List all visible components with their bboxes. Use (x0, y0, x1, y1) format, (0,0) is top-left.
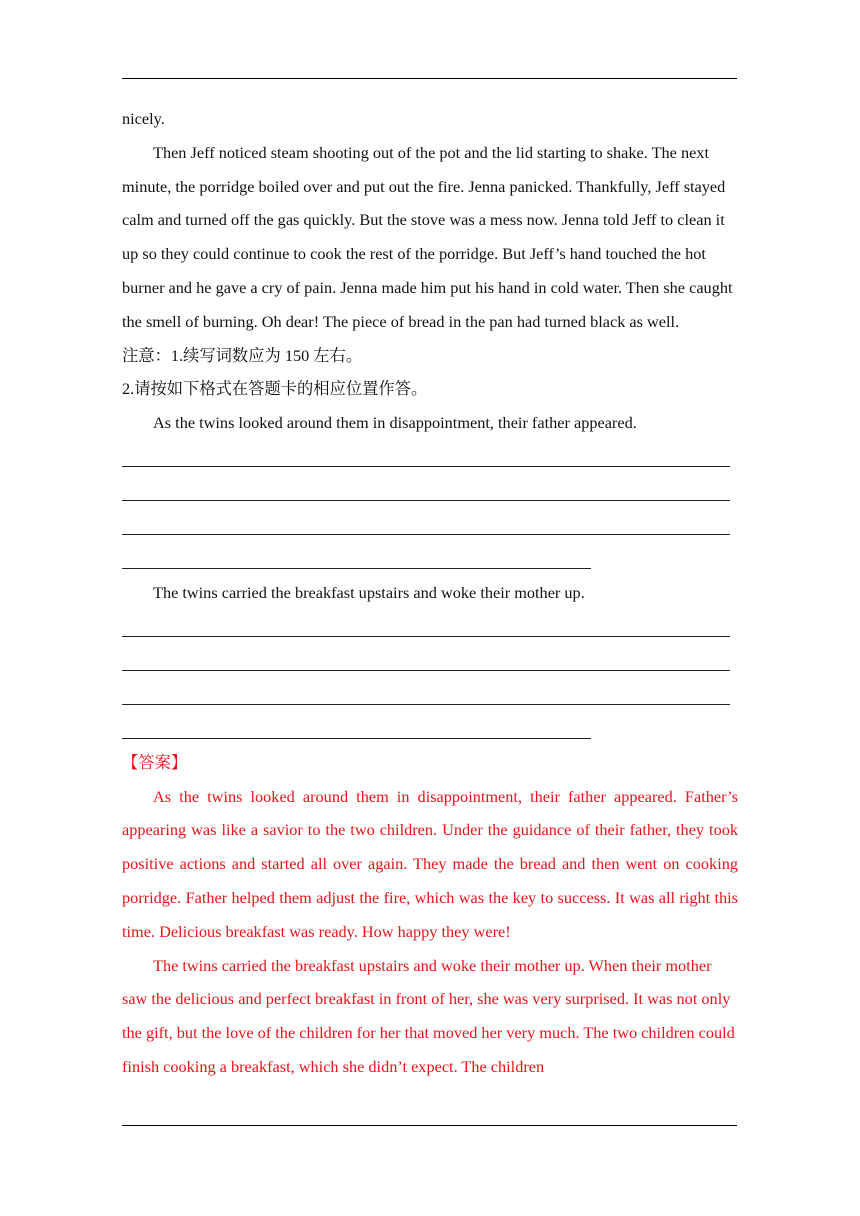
note-line-1: 注意：1.续写词数应为 150 左右。 (122, 345, 363, 365)
answer-blank-line (122, 712, 738, 746)
answer-blank-line (122, 508, 738, 542)
answer-blank-line (122, 542, 738, 576)
footer-rule (122, 1125, 737, 1126)
answer-label: 【答案】 (122, 752, 188, 772)
answer-blank-line (122, 474, 738, 508)
answer-paragraph-1: As the twins looked around them in disappointment, their father appeared. Father’s appearing was like a savior to the two children. Under the guidance of their father, they took positive actions and started all over again. They made the bread and then went on cooking porridge. Father helped them adjust the fire, which was the key to success. It was all right this time. Delicious breakfast was ready. How happy they were! (122, 786, 738, 941)
writing-prompt-1: As the twins looked around them in disappointment, their father appeared. (153, 413, 637, 433)
answer-blank-line (122, 644, 738, 678)
answer-blank-line (122, 678, 738, 712)
story-paragraph: Then Jeff noticed steam shooting out of the pot and the lid starting to shake. The next minute, the porridge boiled over and put out the fire. Jenna panicked. Thankfully, Jeff stayed calm and turned off the gas quickly. But the stove was a mess now. Jenna told Jeff to clean it up so they could continue to cook the rest of the porridge. But Jeff’s hand touched the hot burner and he gave a cry of pain. Jenna made him put his hand in cold water. Then she caught the smell of burning. Oh dear! The piece of bread in the pan had turned black as well. (122, 142, 733, 331)
answer-paragraph-2: The twins carried the breakfast upstairs and woke their mother up. When their mother saw the delicious and perfect breakfast in front of her, she was very surprised. It was not only the gift, but the love of the children for her that moved her very much. The two children could finish cooking a breakfast, which she didn’t expect. The children (122, 955, 735, 1076)
header-rule (122, 78, 737, 79)
writing-prompt-2: The twins carried the breakfast upstairs and woke their mother up. (153, 582, 585, 602)
note-line-2: 2.请按如下格式在答题卡的相应位置作答。 (122, 379, 428, 399)
answer-blank-line (122, 610, 738, 644)
continued-paragraph-end: nicely. (122, 109, 165, 128)
answer-blank-line (122, 440, 738, 474)
document-body (122, 102, 738, 1084)
